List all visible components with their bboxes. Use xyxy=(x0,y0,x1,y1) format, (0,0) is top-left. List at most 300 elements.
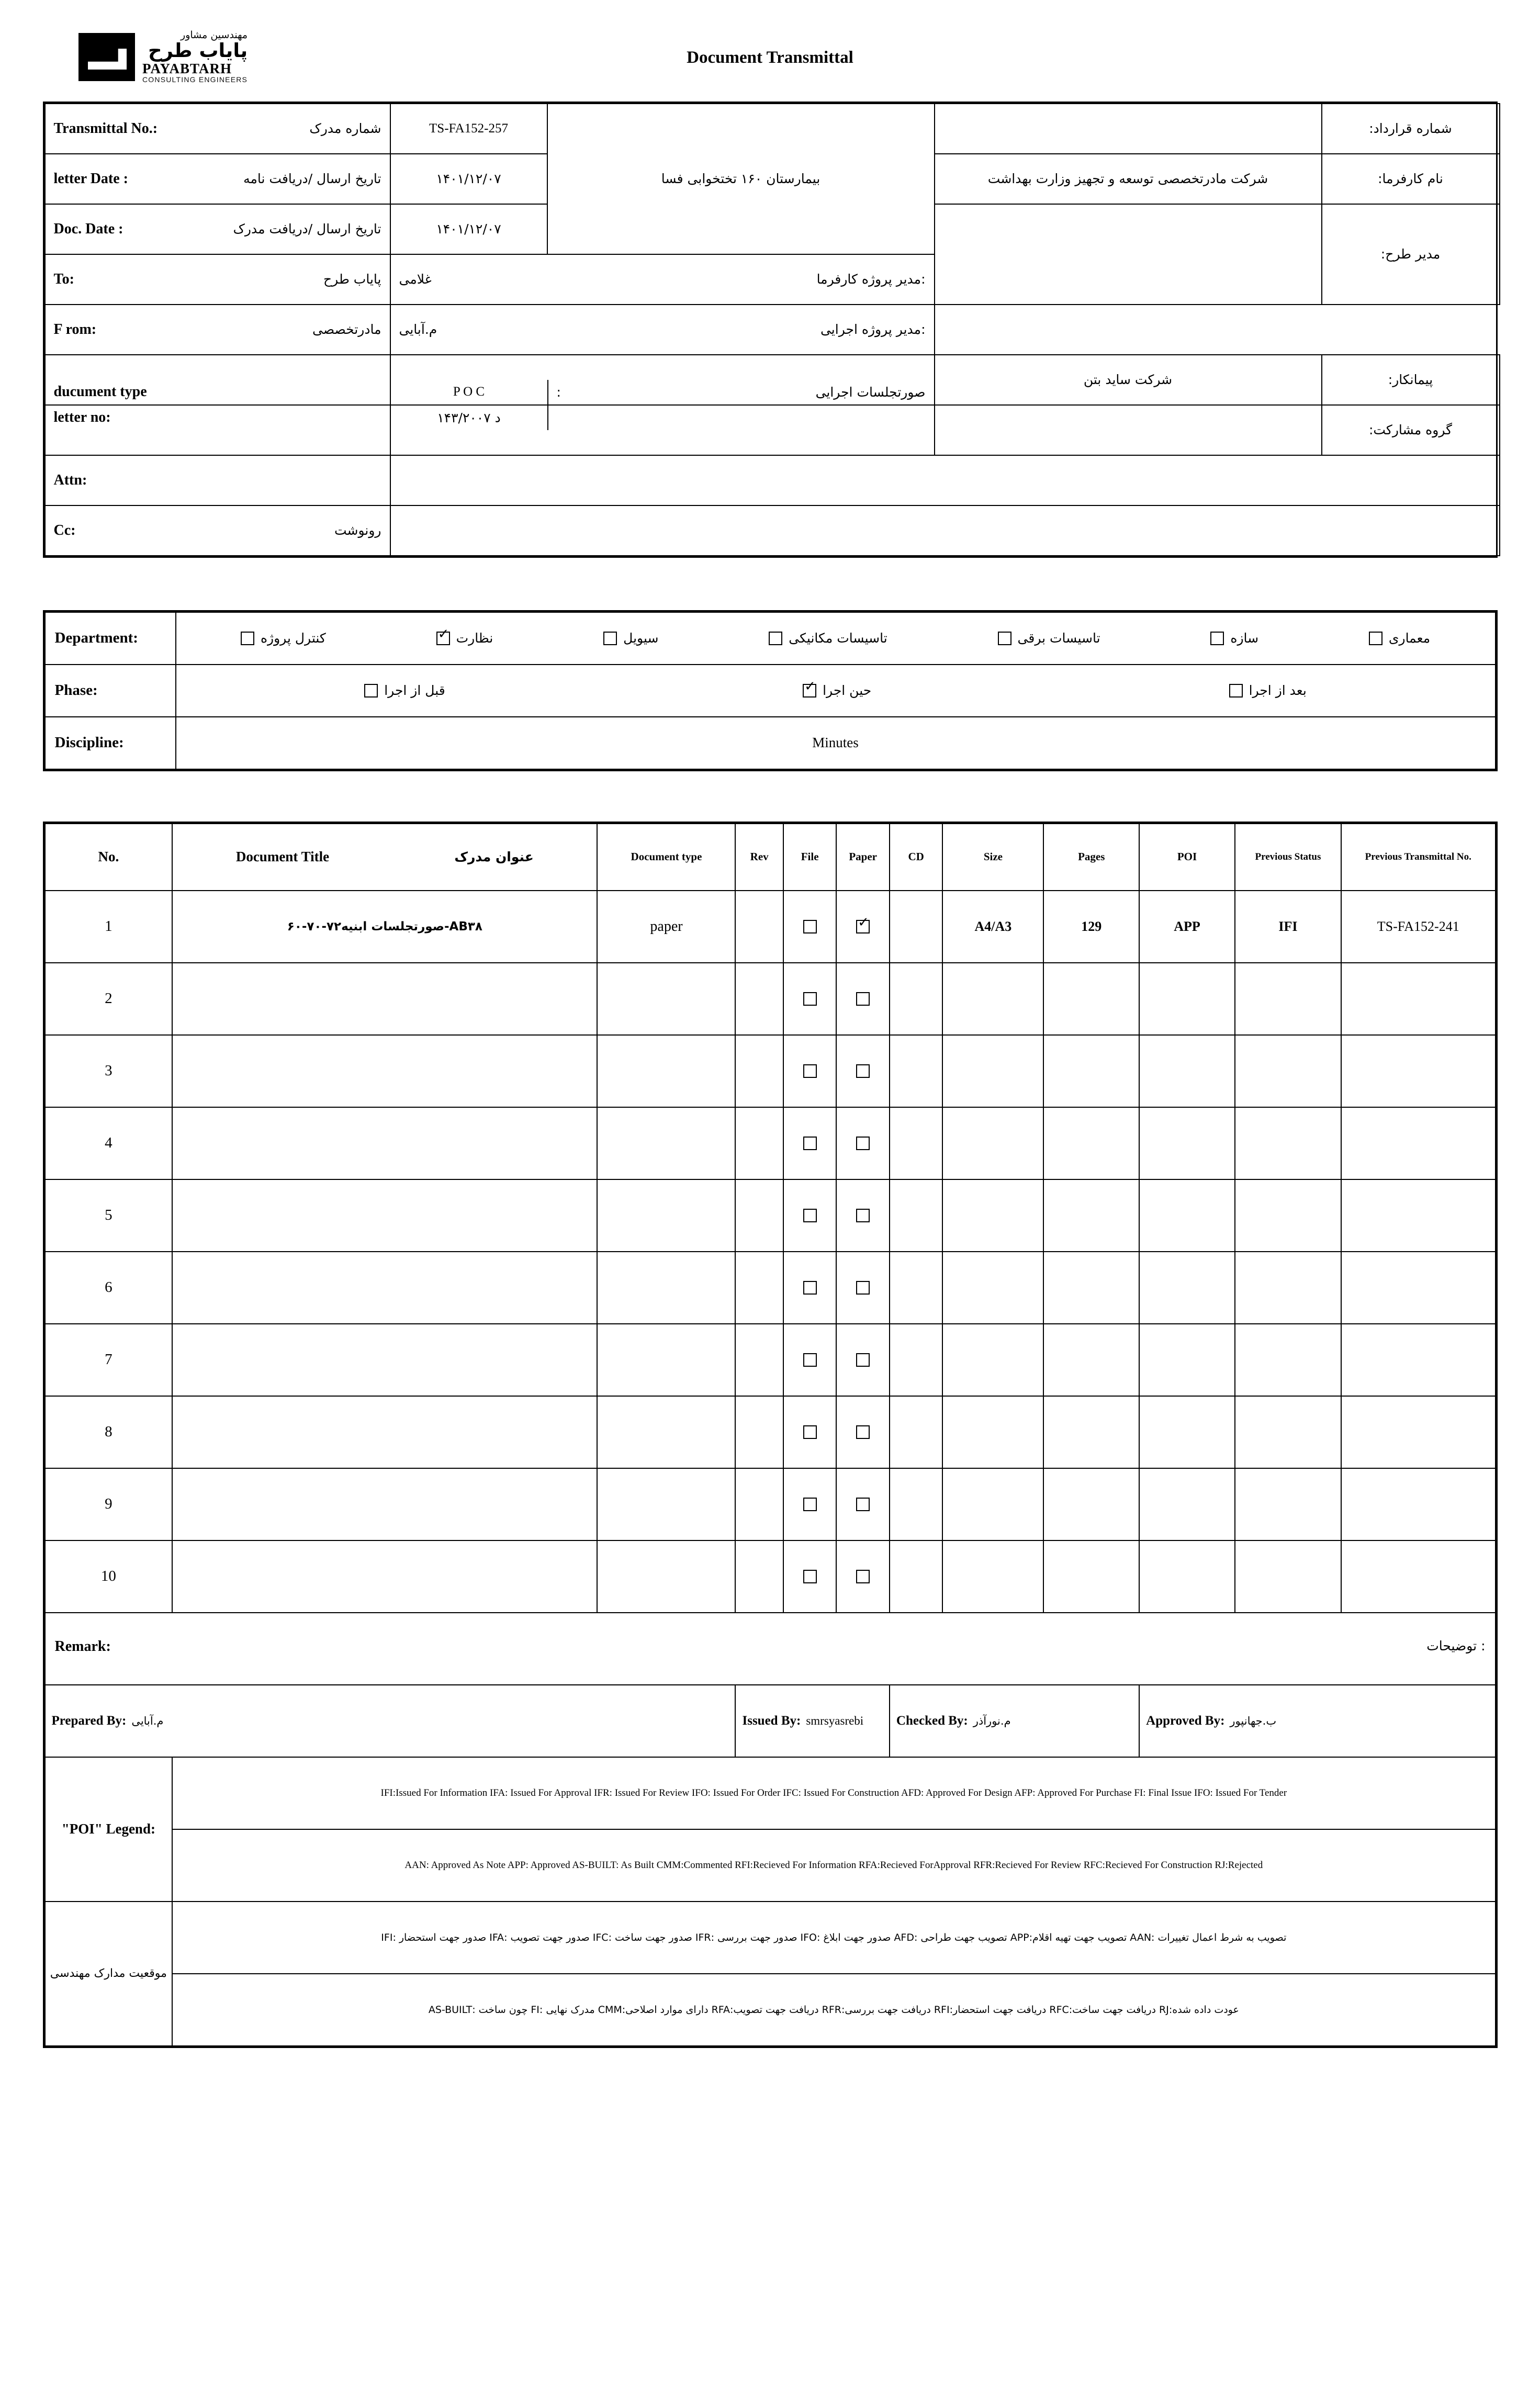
cell-size[interactable] xyxy=(942,1468,1043,1540)
doc-type-fa: صورتجلسات اجرایی xyxy=(815,384,926,400)
paper-checkbox[interactable] xyxy=(856,1425,870,1439)
cell-rev[interactable] xyxy=(735,1540,783,1613)
cell-paper[interactable] xyxy=(836,1324,890,1396)
phase-options xyxy=(186,683,1486,698)
remark-cell[interactable] xyxy=(45,1613,1496,1685)
cell-size[interactable] xyxy=(942,963,1043,1035)
discipline-value: Minutes xyxy=(176,717,1496,769)
col-title xyxy=(172,824,597,891)
transmittal-no-label-en: Transmittal No.: xyxy=(53,120,158,137)
cell-no: 5 xyxy=(45,1179,173,1252)
doc-type-fa-cell xyxy=(548,380,934,405)
to-label-cell xyxy=(45,254,390,305)
cell-prev-transmittal: TS-FA152-241 xyxy=(1341,891,1496,963)
department-options xyxy=(186,631,1486,646)
phase-option-label: بعد از اجرا xyxy=(1249,683,1307,699)
to-label-en: To: xyxy=(53,271,74,287)
design-mgr-label: مدیر طرح: xyxy=(1322,204,1500,305)
cell-title[interactable] xyxy=(172,1396,597,1468)
prepared-by-cell[interactable] xyxy=(45,1685,736,1757)
cell-cd[interactable] xyxy=(890,1252,943,1324)
cell-pages[interactable] xyxy=(1043,1107,1139,1179)
cell-title[interactable] xyxy=(172,1468,597,1540)
cell-prev-status[interactable] xyxy=(1235,963,1341,1035)
cell-title[interactable] xyxy=(172,1035,597,1107)
transmittal-no-label-cell xyxy=(45,104,390,154)
legend-row-en-2 xyxy=(45,1829,1496,1902)
cell-type[interactable] xyxy=(597,963,735,1035)
legend-en-line-1: IFI:Issued For Information IFA: Issued For Approval IFR: Issued For Review IFO: Issued For Order IFC: Issued For Construction AFD: Approved For Design AFP: Approved For Purchase FI: Final Issue IFO: Issued For Tender xyxy=(380,1787,1287,1798)
page-title: Document Transmittal xyxy=(687,48,853,67)
col-size: Size xyxy=(942,824,1043,891)
doc-date-value: ۱۴۰۱/۱۲/۰۷ xyxy=(390,204,547,254)
legend-row-fa-1 xyxy=(45,1902,1496,1974)
employer-label: نام کارفرما: xyxy=(1322,154,1500,204)
table-row xyxy=(45,1468,1496,1540)
col-file: File xyxy=(783,824,837,891)
cell-paper[interactable] xyxy=(836,1179,890,1252)
cell-pages[interactable] xyxy=(1043,1035,1139,1107)
remark-value[interactable] xyxy=(55,1655,1486,1659)
documents-table xyxy=(44,823,1496,2046)
cell-cd[interactable] xyxy=(890,1179,943,1252)
file-checkbox[interactable] xyxy=(803,992,817,1006)
cell-no: 10 xyxy=(45,1540,173,1613)
cell-rev[interactable] xyxy=(735,1252,783,1324)
table-row xyxy=(45,891,1496,963)
dept-option-checkbox[interactable] xyxy=(603,632,617,645)
department-options-cell xyxy=(176,612,1496,665)
from-value-fa: مادرتخصصی xyxy=(312,322,381,338)
letter-no-blank xyxy=(548,405,934,430)
cell-type[interactable] xyxy=(597,1396,735,1468)
col-no: No. xyxy=(45,824,173,891)
signature-row xyxy=(45,1685,1496,1757)
cell-no: 3 xyxy=(45,1035,173,1107)
phase-label: Phase: xyxy=(45,665,176,717)
cell-paper[interactable] xyxy=(836,1396,890,1468)
logo-line-2: پایاب طرح xyxy=(148,39,248,62)
table-row xyxy=(45,665,1496,717)
cell-prev-status[interactable] xyxy=(1235,1107,1341,1179)
col-prev-status: Previous Status xyxy=(1235,824,1341,891)
cell-prev-transmittal[interactable] xyxy=(1341,1540,1496,1613)
to-role-cell xyxy=(390,254,935,305)
cell-file[interactable] xyxy=(783,1179,837,1252)
table-row xyxy=(45,1324,1496,1396)
table-row xyxy=(45,1252,1496,1324)
legend-fa-line-2: عودت داده شده:RJ دریافت جهت ساخت:RFC دریافت جهت استحضار:RFI دریافت جهت بررسی:RFR دریافت جهت تصویب:RFA دارای موارد اصلاحی:CMM مدرک نهایی :FI چون ساخت :AS-BUILT xyxy=(428,2004,1239,2016)
approved-by-value: ب.جهانپور xyxy=(1230,1714,1277,1727)
discipline-label: Discipline: xyxy=(45,717,176,769)
cell-pages[interactable] xyxy=(1043,963,1139,1035)
phase-option-before[interactable] xyxy=(364,683,445,698)
project-name-cell xyxy=(547,104,935,254)
table-row xyxy=(45,1035,1496,1107)
cell-prev-status[interactable] xyxy=(1235,1324,1341,1396)
from-label-cell xyxy=(45,305,390,355)
cell-rev xyxy=(735,891,783,963)
transmittal-info-block xyxy=(43,102,1498,558)
cell-file[interactable] xyxy=(783,1396,837,1468)
dept-option-label: سازه xyxy=(1230,631,1259,646)
phase-option-checkbox[interactable] xyxy=(1229,684,1243,698)
cell-paper[interactable] xyxy=(836,1468,890,1540)
legend-row-fa-2 xyxy=(45,1974,1496,2046)
doc-type-label-en: ducument type xyxy=(46,380,390,405)
cell-type[interactable] xyxy=(597,1107,735,1179)
phase-option-checkbox[interactable] xyxy=(364,684,378,698)
company-logo xyxy=(0,30,293,84)
cell-no: 1 xyxy=(45,891,173,963)
remark-row xyxy=(45,1613,1496,1685)
cell-rev[interactable] xyxy=(735,963,783,1035)
cell-poi: APP xyxy=(1139,891,1235,963)
cell-no: 8 xyxy=(45,1396,173,1468)
cell-prev-transmittal[interactable] xyxy=(1341,1396,1496,1468)
col-title-fa: عنوان مدرک xyxy=(454,849,534,865)
table-row xyxy=(45,505,1500,556)
cell-pages[interactable] xyxy=(1043,1179,1139,1252)
cell-prev-status[interactable] xyxy=(1235,1035,1341,1107)
legend-en-line-2: AAN: Approved As Note APP: Approved AS-BUILT: As Built CMM:Commented RFI:Recieved For Information RFA:Recieved ForApproval RFR:Recieved For Review RFC:Recieved For Construction RJ:Rejected xyxy=(404,1859,1263,1871)
col-prev-transmittal: Previous Transmittal No. xyxy=(1341,824,1496,891)
table-row xyxy=(45,355,1500,405)
cell-paper[interactable] xyxy=(836,891,890,963)
phase-option-label: حین اجرا xyxy=(823,683,872,699)
file-checkbox[interactable] xyxy=(803,1137,817,1150)
department-phase-block xyxy=(43,610,1498,771)
cell-poi[interactable] xyxy=(1139,1252,1235,1324)
dept-option-checkbox[interactable] xyxy=(436,632,450,645)
dept-option-label: تاسیسات مکانیکی xyxy=(789,631,887,646)
documents-table-header-row xyxy=(45,824,1496,891)
cell-cd[interactable] xyxy=(890,1540,943,1613)
letter-date-label-fa: تاریخ ارسال /دریافت نامه xyxy=(243,171,381,187)
file-checkbox[interactable] xyxy=(803,1498,817,1511)
cell-no: 6 xyxy=(45,1252,173,1324)
phase-options-cell xyxy=(176,665,1496,717)
logo-line-3: PAYABTARH xyxy=(142,60,232,76)
dept-option-supervision[interactable] xyxy=(436,631,493,646)
letter-date-label-cell xyxy=(45,154,390,204)
paper-checkbox[interactable] xyxy=(856,1498,870,1511)
file-checkbox[interactable] xyxy=(803,1353,817,1367)
dept-option-label: تاسیسات برقی xyxy=(1017,631,1100,646)
table-row xyxy=(45,1396,1496,1468)
cell-title[interactable] xyxy=(172,1252,597,1324)
doc-type-value: P O C xyxy=(391,380,548,405)
cell-no: 2 xyxy=(45,963,173,1035)
dept-option-sazeh[interactable] xyxy=(1210,631,1258,646)
employer-value: شرکت مادرتخصصی توسعه و تجهیز وزارت بهداشت xyxy=(935,154,1322,204)
cell-size[interactable] xyxy=(942,1396,1043,1468)
prepared-by-label: Prepared By: xyxy=(51,1713,127,1728)
doc-date-label-cell xyxy=(45,204,390,254)
phase-option-during[interactable] xyxy=(803,683,871,698)
department-label: Department: xyxy=(45,612,176,665)
file-checkbox[interactable] xyxy=(803,1425,817,1439)
cell-type[interactable] xyxy=(597,1179,735,1252)
cell-cd xyxy=(890,891,943,963)
cell-paper[interactable] xyxy=(836,1540,890,1613)
attn-label: Attn: xyxy=(45,455,390,505)
checked-by-cell[interactable] xyxy=(890,1685,1139,1757)
cell-poi[interactable] xyxy=(1139,1035,1235,1107)
logo-line-1: مهندسین مشاور xyxy=(181,29,248,41)
paper-checkbox[interactable] xyxy=(856,1209,870,1222)
doc-type-values-cell xyxy=(390,355,935,455)
cc-label-fa: رونوشت xyxy=(334,523,381,538)
cell-prev-transmittal[interactable] xyxy=(1341,1179,1496,1252)
cell-size[interactable] xyxy=(942,1035,1043,1107)
cell-prev-status: IFI xyxy=(1235,891,1341,963)
col-title-en: Document Title xyxy=(235,849,330,865)
cell-size[interactable] xyxy=(942,1179,1043,1252)
joint-group-value-cell xyxy=(935,405,1322,455)
contractor-value-cell: شرکت ساید بتن xyxy=(935,355,1322,405)
paper-checkbox[interactable] xyxy=(856,1137,870,1150)
cell-poi[interactable] xyxy=(1139,1540,1235,1613)
cell-prev-status[interactable] xyxy=(1235,1396,1341,1468)
cell-cd[interactable] xyxy=(890,1324,943,1396)
cell-rev[interactable] xyxy=(735,1035,783,1107)
table-row xyxy=(45,612,1496,665)
legend-fa-line-1: تصویب به شرط اعمال تغییرات :AAN تصویب جهت تهیه اقلام:APP تصویب جهت طراحی :AFD صدور جهت ابلاغ :IFO صدور جهت بررسی :IFR صدور جهت ساخت :IFC صدور جهت تصویب :IFA صدور جهت استحضار :IFI xyxy=(381,1931,1287,1943)
cell-file[interactable] xyxy=(783,1324,837,1396)
transmittal-no-label-fa: شماره مدرک xyxy=(309,121,381,137)
table-row xyxy=(45,305,1500,355)
col-rev: Rev xyxy=(735,824,783,891)
cell-poi[interactable] xyxy=(1139,1107,1235,1179)
cell-rev[interactable] xyxy=(735,1107,783,1179)
cell-rev[interactable] xyxy=(735,1179,783,1252)
cell-pages[interactable] xyxy=(1043,1468,1139,1540)
cell-title: صورتجلسات ابنیه۷۲-۷۰-۶۰-AB۳۸ xyxy=(172,891,597,963)
legend-row-en-1 xyxy=(45,1757,1496,1829)
cell-size[interactable] xyxy=(942,1252,1043,1324)
from-role-label: مدیر پروژه اجرایی: xyxy=(820,322,926,338)
cell-pages[interactable] xyxy=(1043,1252,1139,1324)
cc-value-cell[interactable] xyxy=(390,505,1500,556)
cell-title[interactable] xyxy=(172,1540,597,1613)
cell-prev-transmittal[interactable] xyxy=(1341,1468,1496,1540)
phase-option-checkbox[interactable] xyxy=(803,684,816,698)
issued-by-cell[interactable] xyxy=(735,1685,889,1757)
from-person: م.آبایی xyxy=(399,322,437,338)
cell-paper[interactable] xyxy=(836,963,890,1035)
cell-size[interactable] xyxy=(942,1540,1043,1613)
approved-by-label: Approved By: xyxy=(1146,1713,1225,1728)
cell-title[interactable] xyxy=(172,1324,597,1396)
prepared-by-value: م.آبایی xyxy=(131,1714,164,1727)
cell-poi[interactable] xyxy=(1139,963,1235,1035)
table-row xyxy=(45,1107,1496,1179)
legend-title-fa: موقعیت مدارک مهندسی xyxy=(45,1902,173,2046)
paper-checkbox[interactable] xyxy=(856,1570,870,1583)
file-checkbox[interactable] xyxy=(803,1209,817,1222)
cell-paper[interactable] xyxy=(836,1252,890,1324)
project-name-value: بیمارستان ۱۶۰ تختخوابی فسا xyxy=(661,171,820,187)
cell-paper[interactable] xyxy=(836,1107,890,1179)
dept-option-label: نظارت xyxy=(456,631,493,646)
contract-no-label: شماره قرارداد: xyxy=(1322,104,1500,154)
to-value-fa: پایاب طرح xyxy=(323,272,381,287)
col-cd: CD xyxy=(890,824,943,891)
col-paper: Paper xyxy=(836,824,890,891)
cell-cd[interactable] xyxy=(890,963,943,1035)
dept-option-memari[interactable] xyxy=(1369,631,1430,646)
file-checkbox[interactable] xyxy=(803,920,817,933)
transmittal-no-value: TS-FA152-257 xyxy=(390,104,547,154)
cell-pages[interactable] xyxy=(1043,1540,1139,1613)
cc-label-en: Cc: xyxy=(53,522,76,538)
paper-checkbox[interactable] xyxy=(856,992,870,1006)
table-row xyxy=(45,104,1500,154)
paper-checkbox[interactable] xyxy=(856,1353,870,1367)
dept-option-checkbox[interactable] xyxy=(241,632,254,645)
table-row xyxy=(45,455,1500,505)
cell-prev-transmittal[interactable] xyxy=(1341,1324,1496,1396)
cell-prev-transmittal[interactable] xyxy=(1341,963,1496,1035)
table-row xyxy=(45,1179,1496,1252)
from-role-cell xyxy=(390,305,935,355)
to-person: غلامی xyxy=(399,272,432,287)
col-poi: POI xyxy=(1139,824,1235,891)
joint-group-label: گروه مشارکت: xyxy=(1322,405,1500,455)
cell-file[interactable] xyxy=(783,891,837,963)
cell-no: 9 xyxy=(45,1468,173,1540)
logo-line-4: CONSULTING ENGINEERS xyxy=(142,75,248,84)
dept-option-civil[interactable] xyxy=(603,631,658,646)
cell-type[interactable] xyxy=(597,1324,735,1396)
cell-prev-status[interactable] xyxy=(1235,1179,1341,1252)
cell-title[interactable] xyxy=(172,963,597,1035)
letter-date-value: ۱۴۰۱/۱۲/۰۷ xyxy=(390,154,547,204)
cell-prev-transmittal[interactable] xyxy=(1341,1107,1496,1179)
table-row xyxy=(45,1540,1496,1613)
dept-option-label: سیویل xyxy=(623,631,659,646)
phase-option-after[interactable] xyxy=(1229,683,1307,698)
cell-file[interactable] xyxy=(783,1035,837,1107)
doc-date-label-fa: تاریخ ارسال /دریافت مدرک xyxy=(233,221,381,237)
file-checkbox[interactable] xyxy=(803,1570,817,1583)
cell-type[interactable] xyxy=(597,1252,735,1324)
cell-pages[interactable] xyxy=(1043,1324,1139,1396)
contractor-label: پیمانکار: xyxy=(1322,355,1500,405)
paper-checkbox[interactable] xyxy=(856,1281,870,1295)
cell-poi[interactable] xyxy=(1139,1179,1235,1252)
cc-label-cell xyxy=(45,505,390,556)
letter-no-value: ۱۴۳/۲۰۰۷ د xyxy=(391,405,548,430)
cell-file[interactable] xyxy=(783,963,837,1035)
cell-prev-status[interactable] xyxy=(1235,1540,1341,1613)
cell-prev-status[interactable] xyxy=(1235,1252,1341,1324)
cell-title[interactable] xyxy=(172,1179,597,1252)
cell-pages[interactable] xyxy=(1043,1396,1139,1468)
col-pages: Pages xyxy=(1043,824,1139,891)
checked-by-label: Checked By: xyxy=(896,1713,968,1728)
cell-prev-status[interactable] xyxy=(1235,1468,1341,1540)
dept-option-checkbox[interactable] xyxy=(1369,632,1382,645)
cell-prev-transmittal[interactable] xyxy=(1341,1035,1496,1107)
cell-size[interactable] xyxy=(942,1324,1043,1396)
cell-prev-transmittal[interactable] xyxy=(1341,1252,1496,1324)
cell-rev[interactable] xyxy=(735,1396,783,1468)
file-checkbox[interactable] xyxy=(803,1064,817,1078)
logo-mark-icon xyxy=(78,33,135,81)
checked-by-value: م.نورآذر xyxy=(973,1714,1011,1727)
dept-option-project-control[interactable] xyxy=(241,631,326,646)
dept-option-checkbox[interactable] xyxy=(998,632,1011,645)
file-checkbox[interactable] xyxy=(803,1281,817,1295)
cell-poi[interactable] xyxy=(1139,1324,1235,1396)
cell-paper[interactable] xyxy=(836,1035,890,1107)
cell-file[interactable] xyxy=(783,1540,837,1613)
design-mgr-value-cell xyxy=(935,204,1322,305)
dept-option-checkbox[interactable] xyxy=(1210,632,1224,645)
legend-title-en: "POI" Legend: xyxy=(45,1757,173,1902)
cell-size[interactable] xyxy=(942,1107,1043,1179)
cell-type[interactable] xyxy=(597,1468,735,1540)
cell-rev[interactable] xyxy=(735,1468,783,1540)
cell-cd[interactable] xyxy=(890,1396,943,1468)
col-type: Document type xyxy=(597,824,735,891)
cell-type[interactable] xyxy=(597,1540,735,1613)
cell-cd[interactable] xyxy=(890,1107,943,1179)
dept-option-label: معماری xyxy=(1388,631,1431,646)
dept-option-label: کنترل پروژه xyxy=(260,631,326,646)
phase-option-label: قبل از اجرا xyxy=(384,683,445,699)
cell-no: 7 xyxy=(45,1324,173,1396)
cell-rev[interactable] xyxy=(735,1324,783,1396)
cell-file[interactable] xyxy=(783,1252,837,1324)
cell-type[interactable] xyxy=(597,1035,735,1107)
cell-file[interactable] xyxy=(783,1107,837,1179)
doc-type-letter-no-cell xyxy=(45,355,390,455)
cell-title[interactable] xyxy=(172,1107,597,1179)
cell-no: 4 xyxy=(45,1107,173,1179)
dept-option-checkbox[interactable] xyxy=(769,632,782,645)
documents-table-block xyxy=(43,822,1498,2048)
dept-option-mechanical[interactable] xyxy=(769,631,887,646)
cell-type: paper xyxy=(597,891,735,963)
cell-cd[interactable] xyxy=(890,1468,943,1540)
cell-file[interactable] xyxy=(783,1468,837,1540)
from-label-en: F rom: xyxy=(53,321,97,338)
page-header xyxy=(0,0,1540,84)
remark-label-en: Remark: xyxy=(54,1638,111,1655)
cell-cd[interactable] xyxy=(890,1035,943,1107)
paper-checkbox[interactable] xyxy=(856,920,870,933)
letter-date-label-en: letter Date : xyxy=(53,170,129,187)
issued-by-label: Issued By: xyxy=(742,1713,801,1728)
cell-poi[interactable] xyxy=(1139,1396,1235,1468)
attn-value-cell[interactable] xyxy=(390,455,1500,505)
cell-poi[interactable] xyxy=(1139,1468,1235,1540)
paper-checkbox[interactable] xyxy=(856,1064,870,1078)
table-row xyxy=(45,963,1496,1035)
doc-type-colon: : xyxy=(556,384,561,400)
table-row xyxy=(45,717,1496,769)
dept-option-electrical[interactable] xyxy=(998,631,1100,646)
remark-label-fa: توضیحات : xyxy=(1426,1638,1486,1653)
approved-by-cell[interactable] xyxy=(1139,1685,1495,1757)
issued-by-value: smrsyasrebi xyxy=(806,1714,864,1727)
contract-no-value-cell xyxy=(935,104,1322,154)
cell-size: A4/A3 xyxy=(942,891,1043,963)
to-role-label: مدیر پروژه کارفرما: xyxy=(816,272,926,287)
